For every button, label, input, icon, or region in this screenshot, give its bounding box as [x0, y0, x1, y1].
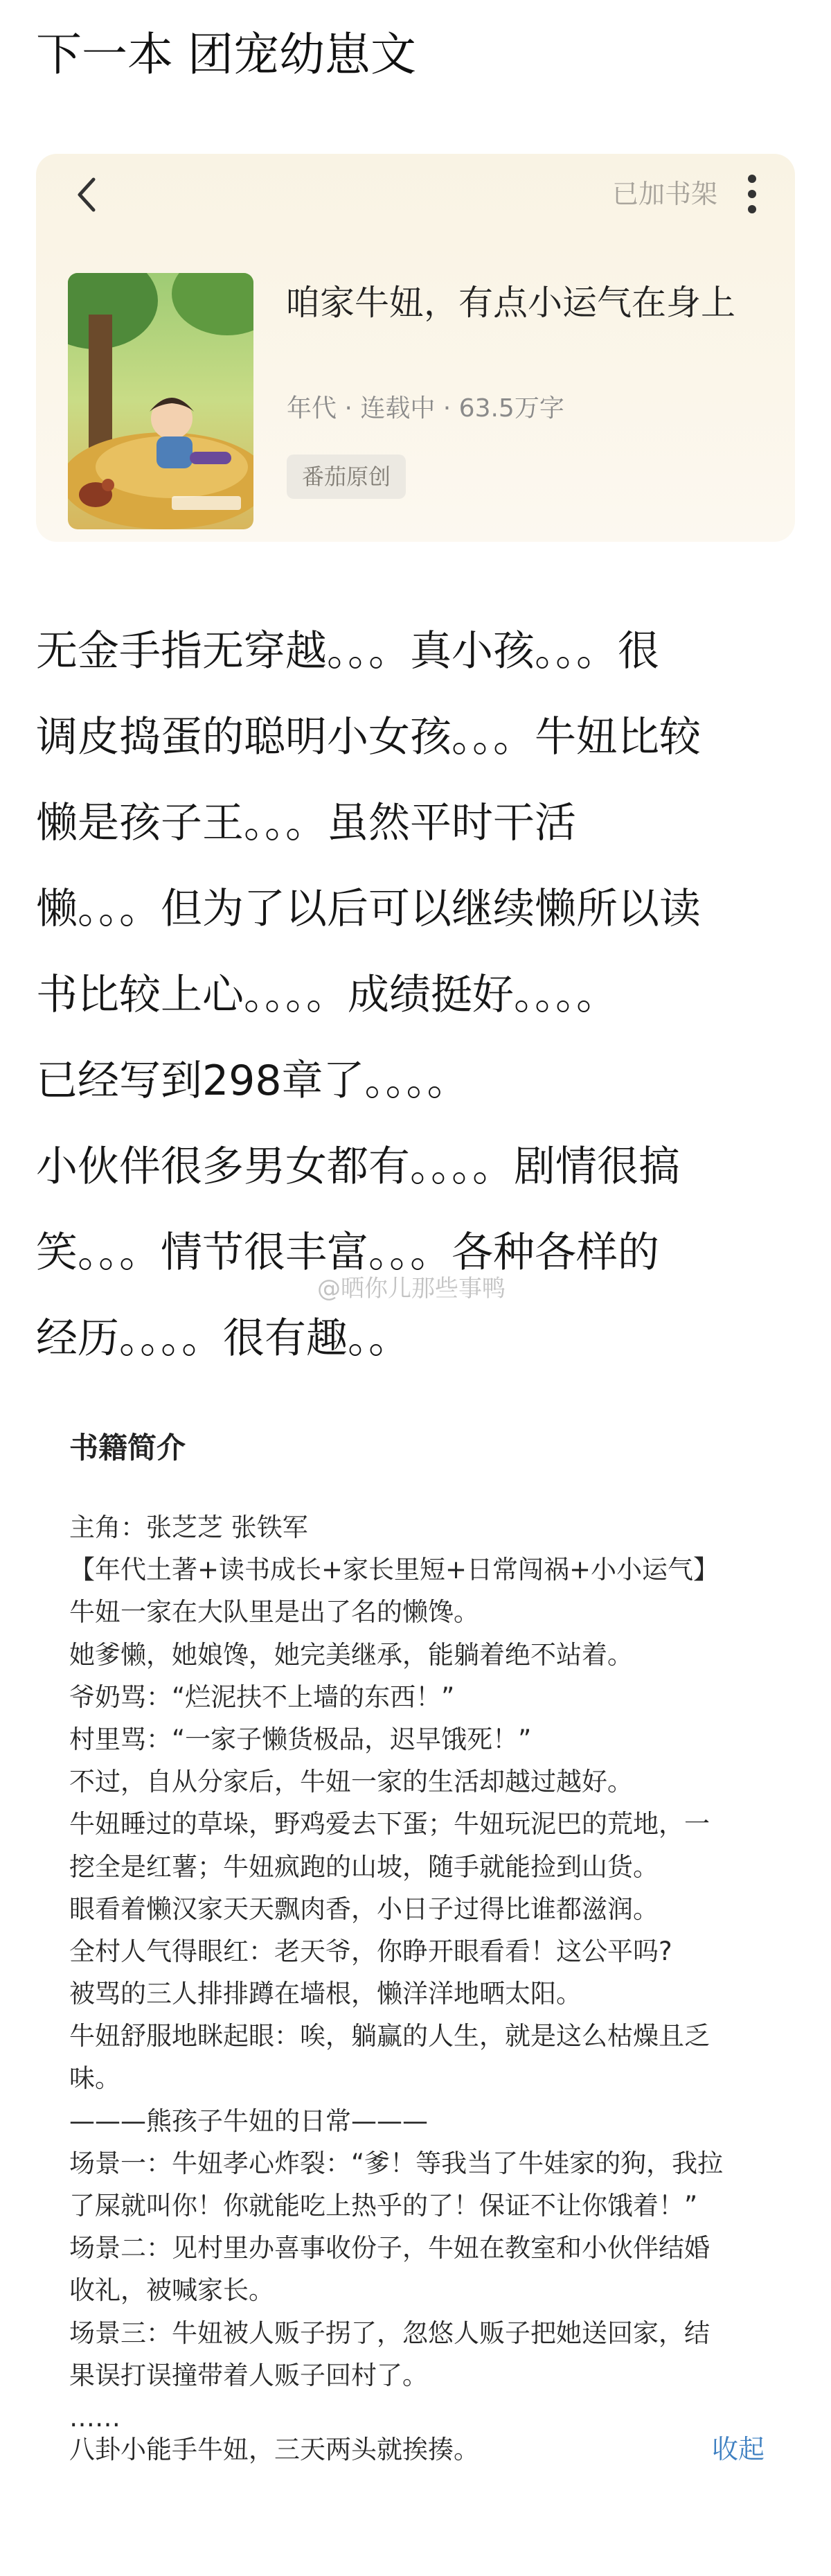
intro-line: 收礼，被喊家长。: [69, 2275, 274, 2306]
review-line: 经历。。。。很有趣。。: [36, 1314, 410, 1363]
intro-line: 场景一：牛妞孝心炸裂：“爹！等我当了牛娃家的狗，我拉: [69, 2148, 724, 2178]
review-line: 笑。。。情节很丰富。。。各种各样的: [36, 1228, 659, 1277]
more-button[interactable]: [733, 169, 771, 219]
intro-line: ———熊孩子牛妞的日常———: [69, 2106, 428, 2136]
intro-line: 眼看着懒汉家天天飘肉香，小日子过得比谁都滋润。: [69, 1894, 659, 1924]
intro-line: 挖全是红薯；牛妞疯跑的山坡，随手就能捡到山货。: [69, 1851, 659, 1882]
book-intro: [69, 1427, 776, 2464]
review-line: 小伙伴很多男女都有。。。。剧情很搞: [36, 1143, 680, 1191]
intro-title: 书籍简介: [69, 1431, 186, 1465]
intro-line: 全村人气得眼红：老天爷，你睁开眼看看！这公平吗?: [69, 1936, 672, 1966]
more-vertical-icon: [747, 173, 757, 215]
intro-line: 果误打误撞带着人贩子回村了。: [69, 2360, 428, 2390]
intro-last-line: 八卦小能手牛妞，三天两头就挨揍。: [69, 2435, 479, 2464]
intro-line: 爷奶骂：“烂泥扶不上墙的东西！”: [69, 1682, 455, 1712]
intro-line: 被骂的三人排排蹲在墙根，懒洋洋地晒太阳。: [69, 1979, 582, 2009]
intro-line: 村里骂：“一家子懒货极品，迟早饿死！”: [69, 1724, 532, 1754]
review-line: 懒是孩子王。。。虽然平时干活: [36, 799, 576, 847]
book-cover[interactable]: [68, 273, 253, 529]
back-button[interactable]: [62, 170, 111, 219]
review-line: 无金手指无穿越。。。真小孩。。。很: [36, 627, 659, 676]
intro-line: 场景二：见村里办喜事收份子，牛妞在教室和小伙伴结婚: [69, 2233, 710, 2264]
intro-body: [69, 1506, 776, 2439]
watermark: @晒你儿那些事鸭: [317, 1275, 506, 1303]
publisher-tag: 番茄原创: [287, 455, 406, 499]
book-title[interactable]: 咱家牛妞，有点小运气在身上: [285, 283, 735, 323]
intro-line: 了屎就叫你！你就能吃上热乎的了！保证不让你饿着！”: [69, 2191, 698, 2221]
review-line: 已经写到298章了。。。。: [36, 1057, 469, 1105]
intro-line: 【年代土著+读书成长+家长里短+日常闯祸+小小运气】: [69, 1555, 720, 1585]
intro-line: 牛妞舒服地眯起眼：唉，躺赢的人生，就是这么枯燥且乏: [69, 2021, 710, 2052]
chevron-left-icon: [74, 175, 99, 214]
collapse-button[interactable]: 收起: [712, 2434, 765, 2464]
intro-line: 不过，自从分家后，牛妞一家的生活却越过越好。: [69, 1767, 633, 1797]
intro-line: 牛妞睡过的草垛，野鸡爱去下蛋；牛妞玩泥巴的荒地，一: [69, 1809, 710, 1840]
intro-line: ……: [69, 2402, 120, 2433]
review-text: [36, 608, 805, 1382]
book-card[interactable]: [36, 154, 795, 542]
review-line: 书比较上心。。。。成绩挺好。。。。: [36, 971, 618, 1019]
review-line: 懒。。。但为了以后可以继续懒所以读: [36, 885, 701, 933]
review-line: 调皮捣蛋的聪明小女孩。。。牛妞比较: [36, 713, 701, 761]
book-meta: 年代 · 连载中 · 63.5万字: [287, 394, 564, 423]
intro-line: 牛妞一家在大队里是出了名的懒馋。: [69, 1597, 479, 1627]
intro-line: 场景三：牛妞被人贩子拐了，忽悠人贩子把她送回家，结: [69, 2318, 710, 2348]
intro-line: 她爹懒，她娘馋，她完美继承，能躺着绝不站着。: [69, 1639, 633, 1670]
intro-line: 主角：张芝芝 张铁军: [69, 1512, 308, 1542]
page-heading: 下一本 团宠幼崽文: [36, 28, 416, 81]
shelf-status[interactable]: 已加书架: [611, 179, 717, 209]
intro-line: 味。: [69, 2063, 120, 2094]
